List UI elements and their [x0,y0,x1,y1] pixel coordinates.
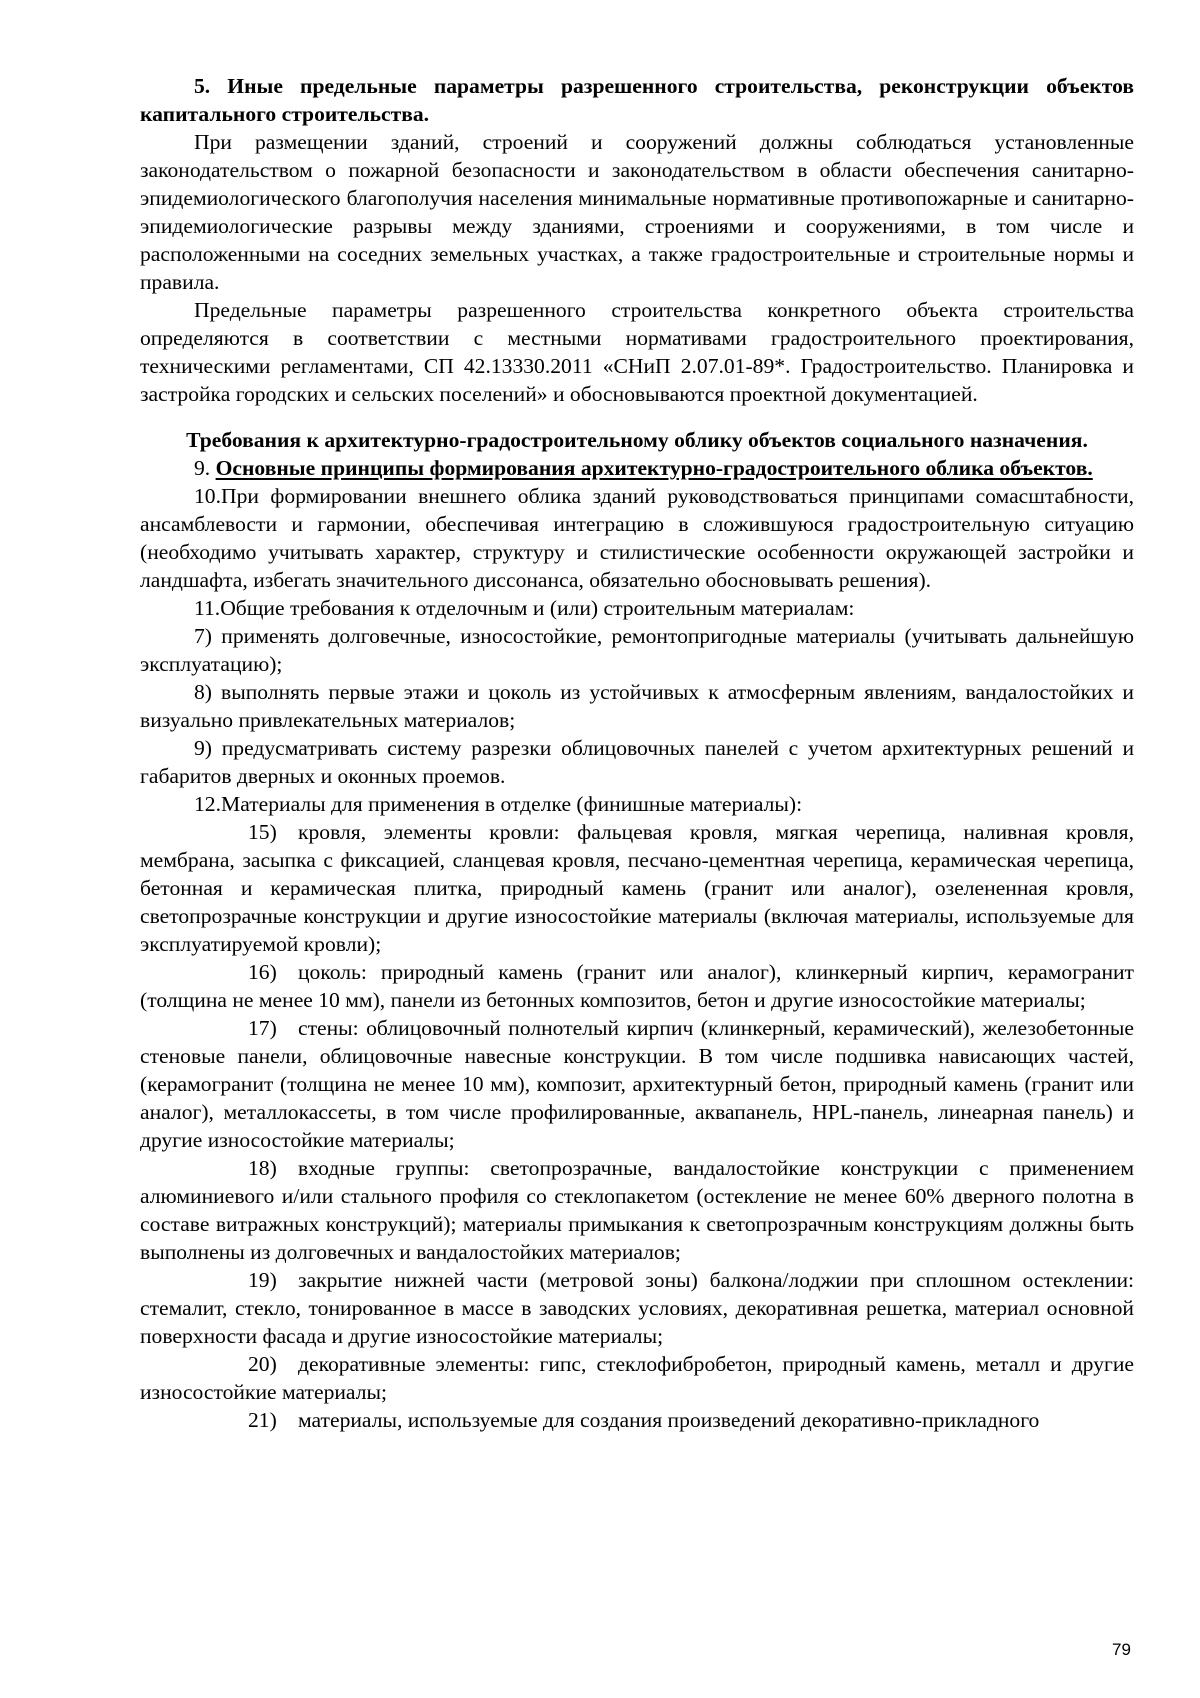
page-content [140,72,1134,1434]
paragraph-limits: Предельные параметры разрешенного строительства конкретного объекта строительства определяются в соответствии с местными нормативами градостроительного проектирования, техническими регламентами, СП 42.13330.2011 «СНиП 2.07.01-89*. Градостроительство. Планировка и застройка городских и сельских поселений» и обосновываются проектной документацией. [140,298,1134,406]
list-item-text: стены: облицовочный полнотелый кирпич (клинкерный, керамический), железобетонные стеновые панели, облицовочные навесные конструкции. В том числе подшивка нависающих частей, (керамогранит (толщина не менее 10 мм), композит, архитектурный бетон, природный камень (гранит или аналог), металлокассеты, в том числе профилированные, аквапанель, HPL-панель, линеарная панель) и другие износостойкие материалы; [140,1016,1134,1152]
item-10: 10.При формировании внешнего облика зданий руководствоваться принципами сомасштабности, ансамблевости и гармонии, обеспечивая интеграцию в сложившуюся градостроительную ситуацию (необходимо учитывать характер, структуру и стилистические особенности окружающей застройки и ландшафта, избегать значительного диссонанса, обязательно обосновывать решения). [140,484,1134,592]
list-item-text: кровля, элементы кровли: фальцевая кровля, мягкая черепица, наливная кровля, мембрана, засыпка с фиксацией, сланцевая кровля, песчано-цементная черепица, керамическая черепица, бетонная и керамическая плитка, природный камень (гранит или аналог), озелененная кровля, светопрозрачные конструкции и другие износостойкие материалы (включая материалы, используемые для эксплуатируемой кровли); [140,820,1134,956]
materials-list [140,818,1134,1434]
list-item [140,1266,1134,1350]
section-5-heading: 5. Иные предельные параметры разрешенного строительства, реконструкции объектов капитального строительства. [140,74,1134,126]
list-item [140,1350,1134,1406]
list-item-number: 17) [248,1016,277,1040]
sub-item-8: 8) выполнять первые этажи и цоколь из устойчивых к атмосферным явлениям, вандалостойких и визуально привлекательных материалов; [140,680,1134,732]
list-item-number: 16) [248,960,277,984]
item-9 [140,454,1134,482]
paragraph-placement: При размещении зданий, строений и сооружений должны соблюдаться установленные законодательством о пожарной безопасности и законодательством в области обеспечения санитарно-эпидемиологического благополучия населения минимальные нормативные противопожарные и санитарно-эпидемиологические разрывы между зданиями, строениями и сооружениями, в том числе и расположенными на соседних земельных участках, а также градостроительные и строительные нормы и правила. [140,130,1134,294]
list-item-text: входные группы: светопрозрачные, вандалостойкие конструкции с применением алюминиевого и/или стального профиля со стеклопакетом (остекление не менее 60% дверного полотна в составе витражных конструкций); материалы примыкания к светопрозрачным конструкциям должны быть выполнены из долговечных и вандалостойких материалов; [140,1156,1134,1264]
list-item [140,1154,1134,1266]
list-item-number: 20) [248,1352,277,1376]
list-item-number: 21) [248,1408,277,1432]
list-item [140,1406,1134,1434]
sub-item-7: 7) применять долговечные, износостойкие, ремонтопригодные материалы (учитывать дальнейшую эксплуатацию); [140,624,1134,676]
item-11: 11.Общие требования к отделочным и (или) строительным материалам: [194,596,855,620]
section-title: Требования к архитектурно-градостроительному облику объектов социального назначения. [186,428,1088,452]
list-item [140,958,1134,1014]
list-item-number: 15) [248,820,277,844]
list-item-text: закрытие нижней части (метровой зоны) балкона/лоджии при сплошном остеклении: стемалит, стекло, тонированное в массе в заводских условиях, декоративная решетка, материал основной поверхности фасада и другие износостойкие материалы; [140,1268,1134,1348]
list-item [140,818,1134,958]
list-item-text: материалы, используемые для создания произведений декоративно-прикладного [298,1408,1040,1432]
list-item-text: декоративные элементы: гипс, стеклофибробетон, природный камень, металл и другие износостойкие материалы; [140,1352,1134,1404]
list-item-number: 18) [248,1156,277,1180]
list-item [140,1014,1134,1154]
list-item-text: цоколь: природный камень (гранит или аналог), клинкерный кирпич, керамогранит (толщина не менее 10 мм), панели из бетонных композитов, бетон и другие износостойкие материалы; [140,960,1134,1012]
item-9-text: Основные принципы формирования архитектурно-градостроительного облика объектов. [215,456,1093,480]
page-number: 79 [1112,1640,1131,1659]
sub-item-9: 9) предусматривать систему разрезки облицовочных панелей с учетом архитектурных решений и габаритов дверных и оконных проемов. [140,736,1134,788]
item-9-number: 9. [194,456,211,480]
item-12: 12.Материалы для применения в отделке (финишные материалы): [194,792,803,816]
list-item-number: 19) [248,1268,277,1292]
